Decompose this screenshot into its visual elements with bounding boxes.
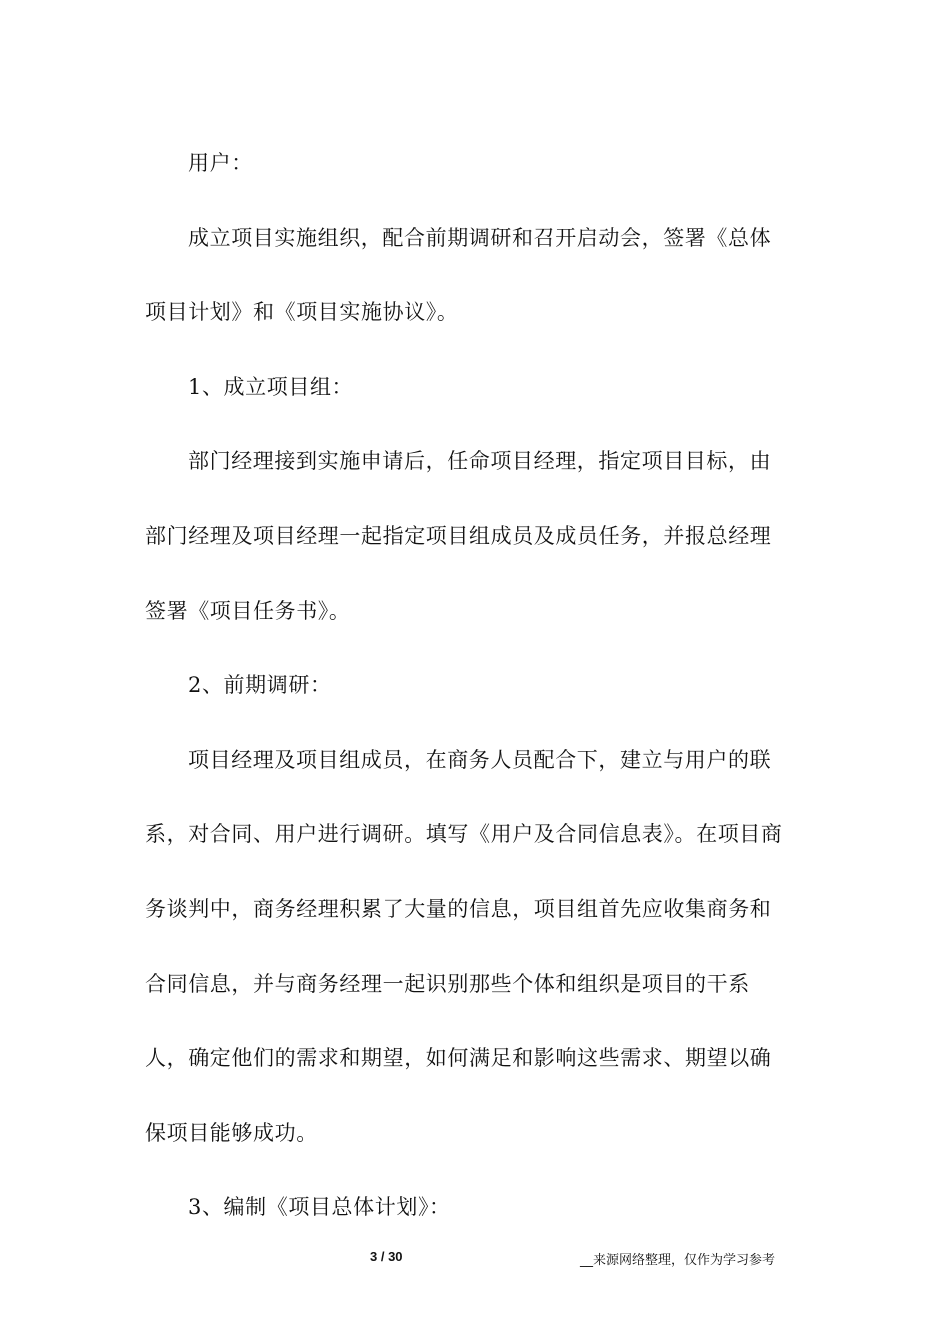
section-1-text-line-2: 部门经理及项目经理一起指定项目组成员及成员任务，并报总经理	[145, 523, 772, 548]
section-1-text-line-1: 部门经理接到实施申请后，任命项目经理，指定项目目标，由	[188, 449, 772, 474]
section-2-text-line-3: 务谈判中，商务经理积累了大量的信息，项目组首先应收集商务和	[145, 896, 772, 921]
section-2-text-line-1: 项目经理及项目组成员，在商务人员配合下，建立与用户的联	[188, 747, 772, 772]
page-footer	[0, 1249, 950, 1269]
section-2-text-line-4: 合同信息，并与商务经理一起识别那些个体和组织是项目的干系	[145, 971, 750, 996]
section-heading-2: 2、前期调研：	[188, 673, 332, 698]
paragraph-user-text-line-1: 成立项目实施组织，配合前期调研和召开启动会，签署《总体	[188, 225, 772, 250]
section-2-text-line-5: 人，确定他们的需求和期望，如何满足和影响这些需求、期望以确	[145, 1046, 772, 1071]
section-2-text-line-2: 系，对合同、用户进行调研。填写《用户及合同信息表》。在项目商	[145, 822, 783, 847]
section-heading-1: 1、成立项目组：	[188, 374, 354, 399]
paragraph-user-text-line-2: 项目计划》和《项目实施协议》。	[145, 300, 459, 325]
document-body	[145, 126, 805, 1245]
source-note: __来源网络整理，仅作为学习参考	[580, 1253, 776, 1268]
section-1-text-line-3: 签署《项目任务书》。	[145, 598, 351, 623]
section-heading-3: 3、编制《项目总体计划》：	[188, 1195, 451, 1220]
page-number: 3 / 30	[370, 1249, 403, 1264]
paragraph-user-heading: 用户：	[188, 151, 253, 175]
section-2-text-line-6: 保项目能够成功。	[145, 1120, 318, 1145]
